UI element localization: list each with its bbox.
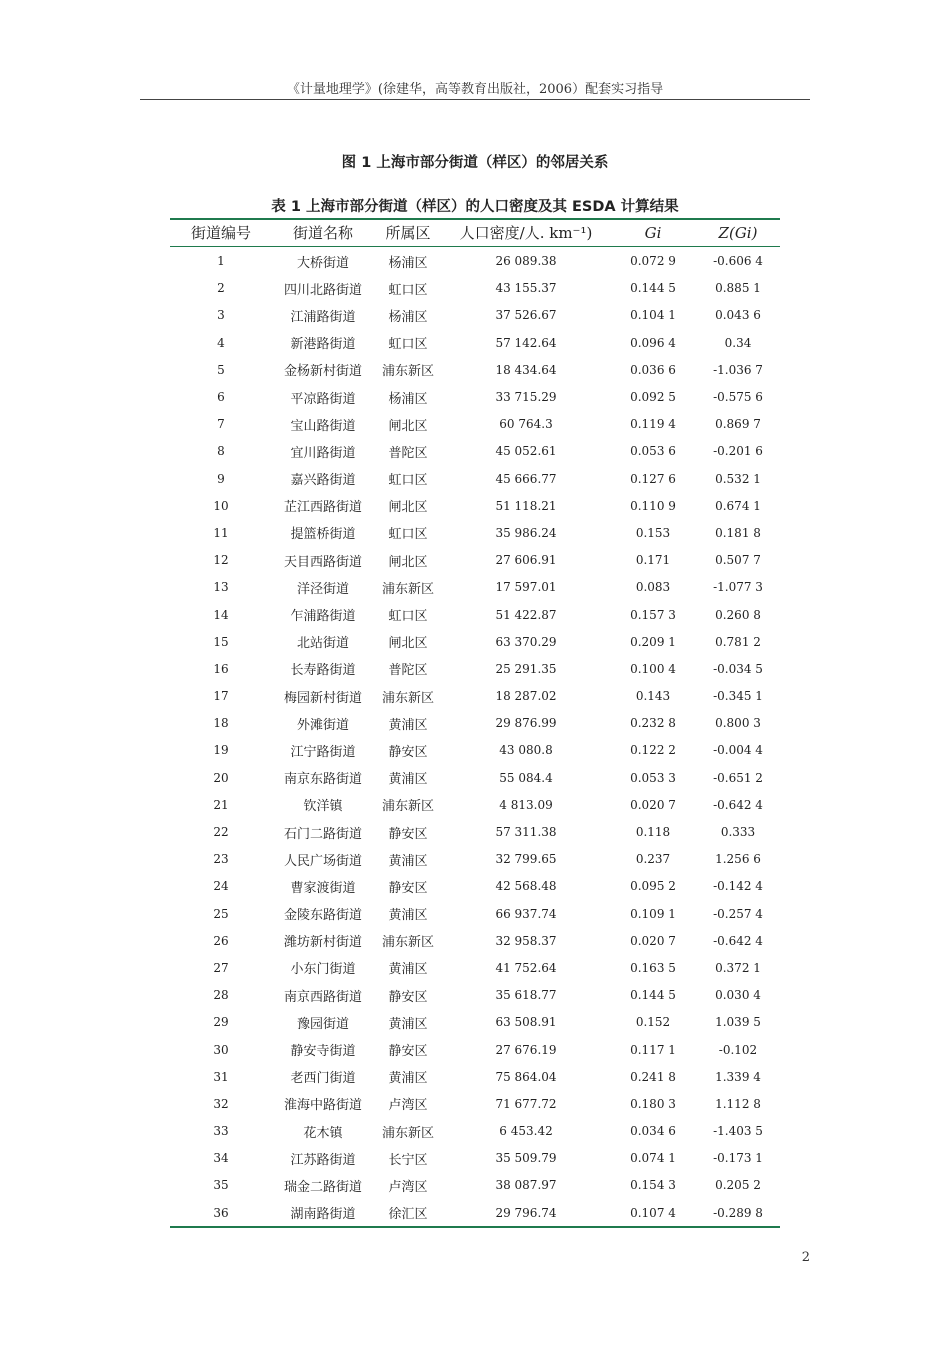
cell-street-id: 36 bbox=[213, 1205, 229, 1220]
cell-street-id: 19 bbox=[213, 743, 229, 758]
table-row bbox=[170, 655, 780, 682]
cell-street-name: 湖南路街道 bbox=[290, 1207, 356, 1223]
cell-gi: 0.143 bbox=[635, 689, 671, 704]
cell-zgi: 0.885 1 bbox=[715, 281, 761, 296]
cell-density: 27 676.19 bbox=[495, 1042, 557, 1057]
cell-density: 45 052.61 bbox=[495, 444, 557, 459]
cell-density: 51 118.21 bbox=[495, 498, 557, 513]
table-row bbox=[170, 1090, 780, 1117]
cell-gi: 0.083 bbox=[635, 580, 671, 595]
cell-street-name: 钦洋镇 bbox=[303, 799, 343, 815]
cell-street-id: 34 bbox=[213, 1151, 229, 1166]
cell-zgi: -0.642 4 bbox=[713, 797, 763, 812]
cell-zgi: -0.004 4 bbox=[713, 743, 763, 758]
table-row bbox=[170, 383, 780, 410]
cell-district: 浦东新区 bbox=[381, 364, 434, 380]
table-header-row bbox=[170, 219, 780, 246]
cell-street-id: 3 bbox=[217, 308, 225, 323]
cell-zgi: 0.800 3 bbox=[715, 716, 761, 731]
cell-street-name: 瑞金二路街道 bbox=[283, 1179, 362, 1195]
cell-gi: 0.072 9 bbox=[630, 254, 676, 269]
cell-district: 闸北区 bbox=[388, 500, 428, 516]
header-density: 人口密度/人. km⁻¹) bbox=[459, 224, 593, 243]
cell-street-id: 7 bbox=[217, 417, 225, 432]
cell-gi: 0.053 6 bbox=[630, 444, 676, 459]
cell-gi: 0.163 5 bbox=[630, 960, 676, 975]
cell-street-id: 18 bbox=[213, 716, 229, 731]
cell-street-id: 25 bbox=[213, 906, 229, 921]
cell-district: 静安区 bbox=[388, 989, 428, 1005]
cell-gi: 0.180 3 bbox=[630, 1096, 676, 1111]
cell-zgi: -0.606 4 bbox=[713, 254, 763, 269]
cell-zgi: 0.34 bbox=[724, 335, 752, 350]
cell-density: 43 080.8 bbox=[499, 743, 553, 758]
cell-district: 闸北区 bbox=[388, 418, 428, 434]
header-street-name: 街道名称 bbox=[292, 224, 353, 243]
running-header: 《计量地理学》(徐建华，高等教育出版社，2006）配套实习指导 bbox=[286, 82, 664, 97]
table-row bbox=[170, 628, 780, 655]
cell-density: 25 291.35 bbox=[495, 661, 557, 676]
table-row bbox=[170, 927, 780, 954]
table-row bbox=[170, 465, 780, 492]
cell-gi: 0.209 1 bbox=[630, 634, 676, 649]
header-street-id: 街道编号 bbox=[190, 224, 251, 243]
cell-density: 35 618.77 bbox=[495, 988, 557, 1003]
cell-density: 27 606.91 bbox=[495, 553, 557, 568]
cell-density: 45 666.77 bbox=[495, 471, 557, 486]
cell-gi: 0.104 1 bbox=[630, 308, 676, 323]
cell-district: 卢湾区 bbox=[388, 1098, 428, 1114]
table-row bbox=[170, 982, 780, 1009]
cell-density: 29 876.99 bbox=[495, 716, 557, 731]
cell-street-name: 宝山路街道 bbox=[290, 418, 356, 434]
cell-street-name: 梅园新村街道 bbox=[283, 690, 362, 706]
cell-density: 33 715.29 bbox=[495, 390, 557, 405]
cell-gi: 0.020 7 bbox=[630, 933, 676, 948]
cell-district: 黄浦区 bbox=[388, 853, 428, 869]
cell-district: 杨浦区 bbox=[388, 391, 428, 407]
cell-district: 虹口区 bbox=[388, 337, 428, 353]
cell-density: 37 526.67 bbox=[495, 308, 557, 323]
cell-street-id: 14 bbox=[213, 607, 229, 622]
table-row bbox=[170, 547, 780, 574]
cell-density: 26 089.38 bbox=[495, 254, 557, 269]
cell-district: 浦东新区 bbox=[381, 581, 434, 597]
cell-zgi: 0.532 1 bbox=[715, 471, 761, 486]
cell-street-name: 外滩街道 bbox=[296, 717, 349, 733]
cell-district: 普陀区 bbox=[388, 445, 428, 461]
cell-district: 虹口区 bbox=[388, 609, 428, 625]
table-row bbox=[170, 574, 780, 601]
table-row bbox=[170, 846, 780, 873]
cell-zgi: 0.507 7 bbox=[715, 553, 761, 568]
cell-zgi: 0.205 2 bbox=[715, 1178, 761, 1193]
cell-street-id: 23 bbox=[213, 852, 229, 867]
cell-gi: 0.232 8 bbox=[630, 716, 676, 731]
cell-street-id: 35 bbox=[213, 1178, 229, 1193]
cell-gi: 0.157 3 bbox=[630, 607, 676, 622]
cell-district: 黄浦区 bbox=[388, 717, 428, 733]
cell-district: 黄浦区 bbox=[388, 908, 428, 924]
cell-zgi: 0.372 1 bbox=[715, 960, 761, 975]
cell-street-name: 长寿路街道 bbox=[290, 663, 356, 679]
cell-street-id: 5 bbox=[217, 362, 225, 377]
cell-density: 35 986.24 bbox=[495, 525, 557, 540]
cell-street-name: 金杨新村街道 bbox=[283, 364, 362, 380]
cell-zgi: 0.030 4 bbox=[715, 988, 761, 1003]
cell-street-name: 宜川路街道 bbox=[290, 445, 356, 461]
cell-gi: 0.241 8 bbox=[630, 1069, 676, 1084]
cell-street-id: 32 bbox=[213, 1096, 229, 1111]
header-divider bbox=[140, 99, 810, 100]
table-row bbox=[170, 329, 780, 356]
cell-density: 4 813.09 bbox=[499, 797, 553, 812]
cell-density: 18 434.64 bbox=[495, 362, 557, 377]
cell-density: 17 597.01 bbox=[495, 580, 557, 595]
cell-street-id: 11 bbox=[213, 525, 229, 540]
cell-zgi: 0.781 2 bbox=[715, 634, 761, 649]
cell-street-id: 1 bbox=[217, 254, 225, 269]
cell-density: 60 764.3 bbox=[499, 417, 553, 432]
cell-district: 黄浦区 bbox=[388, 1016, 428, 1032]
figure-caption: 图 1 上海市部分街道（样区）的邻居关系 bbox=[341, 155, 609, 171]
cell-zgi: 1.039 5 bbox=[715, 1015, 761, 1030]
cell-district: 黄浦区 bbox=[388, 772, 428, 788]
cell-density: 43 155.37 bbox=[495, 281, 557, 296]
cell-street-id: 24 bbox=[213, 879, 229, 894]
table-row bbox=[170, 900, 780, 927]
cell-street-name: 天目西路街道 bbox=[283, 554, 362, 570]
cell-street-name: 乍浦路街道 bbox=[290, 609, 356, 625]
cell-gi: 0.107 4 bbox=[630, 1205, 676, 1220]
cell-gi: 0.109 1 bbox=[630, 906, 676, 921]
cell-gi: 0.117 1 bbox=[630, 1042, 676, 1057]
cell-street-name: 小东门街道 bbox=[290, 962, 356, 978]
cell-density: 75 864.04 bbox=[495, 1069, 557, 1084]
cell-street-name: 江浦路街道 bbox=[290, 309, 356, 325]
cell-street-id: 29 bbox=[213, 1015, 229, 1030]
cell-street-id: 15 bbox=[213, 634, 229, 649]
cell-district: 静安区 bbox=[388, 826, 428, 842]
cell-zgi: 0.333 bbox=[720, 825, 756, 840]
cell-street-name: 平凉路街道 bbox=[290, 391, 356, 407]
cell-zgi: -0.034 5 bbox=[713, 661, 763, 676]
cell-gi: 0.122 2 bbox=[630, 743, 676, 758]
cell-gi: 0.092 5 bbox=[630, 390, 676, 405]
cell-street-id: 17 bbox=[213, 689, 229, 704]
table-row bbox=[170, 246, 780, 275]
cell-zgi: -0.142 4 bbox=[713, 879, 763, 894]
cell-street-name: 嘉兴路街道 bbox=[290, 473, 356, 489]
cell-zgi: -0.201 6 bbox=[713, 444, 763, 459]
cell-gi: 0.034 6 bbox=[630, 1124, 676, 1139]
table-row bbox=[170, 492, 780, 519]
cell-gi: 0.144 5 bbox=[630, 281, 676, 296]
cell-district: 杨浦区 bbox=[388, 309, 428, 325]
cell-density: 18 287.02 bbox=[495, 689, 557, 704]
cell-district: 普陀区 bbox=[388, 663, 428, 679]
cell-district: 虹口区 bbox=[388, 473, 428, 489]
table-row bbox=[170, 954, 780, 981]
cell-gi: 0.154 3 bbox=[630, 1178, 676, 1193]
cell-density: 29 796.74 bbox=[495, 1205, 557, 1220]
cell-density: 6 453.42 bbox=[499, 1124, 553, 1139]
table-row bbox=[170, 737, 780, 764]
cell-gi: 0.152 bbox=[635, 1015, 671, 1030]
cell-street-name: 金陵东路街道 bbox=[283, 908, 362, 924]
cell-street-id: 8 bbox=[217, 444, 225, 459]
cell-district: 闸北区 bbox=[388, 554, 428, 570]
table-row bbox=[170, 411, 780, 438]
cell-zgi: -0.102 bbox=[718, 1042, 758, 1057]
cell-street-id: 2 bbox=[217, 281, 225, 296]
cell-density: 66 937.74 bbox=[495, 906, 557, 921]
table-row bbox=[170, 791, 780, 818]
cell-zgi: -0.651 2 bbox=[713, 770, 763, 785]
cell-gi: 0.095 2 bbox=[630, 879, 676, 894]
cell-street-id: 33 bbox=[213, 1124, 229, 1139]
cell-gi: 0.144 5 bbox=[630, 988, 676, 1003]
table-row bbox=[170, 356, 780, 383]
cell-zgi: -0.257 4 bbox=[713, 906, 763, 921]
table-row bbox=[170, 438, 780, 465]
cell-street-name: 南京西路街道 bbox=[283, 989, 362, 1005]
cell-zgi: 1.339 4 bbox=[715, 1069, 761, 1084]
header-gi: Gi bbox=[644, 223, 662, 242]
cell-street-id: 20 bbox=[213, 770, 229, 785]
table-row bbox=[170, 601, 780, 628]
table-row bbox=[170, 764, 780, 791]
cell-district: 黄浦区 bbox=[388, 962, 428, 978]
cell-gi: 0.153 bbox=[635, 525, 671, 540]
table-row bbox=[170, 1118, 780, 1145]
cell-street-id: 30 bbox=[213, 1042, 229, 1057]
cell-street-name: 新港路街道 bbox=[290, 337, 356, 353]
cell-district: 浦东新区 bbox=[381, 690, 434, 706]
cell-street-name: 江宁路街道 bbox=[290, 744, 356, 760]
cell-density: 32 799.65 bbox=[495, 852, 557, 867]
cell-district: 徐汇区 bbox=[388, 1207, 428, 1223]
table-row bbox=[170, 683, 780, 710]
cell-street-name: 提篮桥街道 bbox=[290, 527, 356, 543]
table-row bbox=[170, 710, 780, 737]
cell-zgi: 0.674 1 bbox=[715, 498, 761, 513]
cell-zgi: -0.642 4 bbox=[713, 933, 763, 948]
cell-density: 41 752.64 bbox=[495, 960, 557, 975]
cell-district: 浦东新区 bbox=[381, 1125, 434, 1141]
table-row bbox=[170, 1199, 780, 1227]
cell-district: 静安区 bbox=[388, 880, 428, 896]
table-caption: 表 1 上海市部分街道（样区）的人口密度及其 ESDA 计算结果 bbox=[271, 199, 679, 215]
cell-street-id: 31 bbox=[213, 1069, 229, 1084]
cell-street-id: 16 bbox=[213, 661, 229, 676]
cell-zgi: 1.112 8 bbox=[715, 1096, 761, 1111]
cell-zgi: -1.403 5 bbox=[713, 1124, 763, 1139]
cell-street-name: 芷江西路街道 bbox=[283, 500, 362, 516]
cell-zgi: -0.173 1 bbox=[713, 1151, 763, 1166]
table-row bbox=[170, 1036, 780, 1063]
cell-street-name: 大桥街道 bbox=[296, 255, 349, 271]
cell-street-id: 22 bbox=[213, 825, 229, 840]
table-row bbox=[170, 1145, 780, 1172]
cell-zgi: -1.036 7 bbox=[713, 362, 763, 377]
cell-density: 35 509.79 bbox=[495, 1151, 557, 1166]
cell-zgi: 0.181 8 bbox=[715, 525, 761, 540]
cell-gi: 0.100 4 bbox=[630, 661, 676, 676]
cell-street-name: 北站街道 bbox=[296, 636, 349, 652]
header-zgi: Z(Gi) bbox=[718, 223, 758, 242]
cell-density: 63 370.29 bbox=[495, 634, 557, 649]
cell-district: 卢湾区 bbox=[388, 1179, 428, 1195]
table-row bbox=[170, 519, 780, 546]
table-row bbox=[170, 1009, 780, 1036]
cell-street-name: 曹家渡街道 bbox=[290, 880, 356, 896]
cell-street-name: 老西门街道 bbox=[290, 1071, 356, 1087]
cell-zgi: -0.345 1 bbox=[713, 689, 763, 704]
cell-street-name: 四川北路街道 bbox=[283, 282, 362, 298]
cell-density: 71 677.72 bbox=[495, 1096, 557, 1111]
table-row bbox=[170, 818, 780, 845]
cell-density: 42 568.48 bbox=[495, 879, 557, 894]
cell-street-id: 9 bbox=[217, 471, 225, 486]
cell-street-name: 淮海中路街道 bbox=[283, 1098, 362, 1114]
cell-district: 浦东新区 bbox=[381, 799, 434, 815]
header-district: 所属区 bbox=[385, 224, 431, 243]
cell-street-id: 12 bbox=[213, 553, 229, 568]
cell-gi: 0.118 bbox=[635, 825, 671, 840]
table-row bbox=[170, 302, 780, 329]
cell-zgi: 0.260 8 bbox=[715, 607, 761, 622]
page-number: 2 bbox=[801, 1250, 810, 1265]
cell-district: 闸北区 bbox=[388, 636, 428, 652]
cell-street-id: 13 bbox=[213, 580, 229, 595]
cell-gi: 0.171 bbox=[635, 553, 671, 568]
cell-street-name: 洋泾街道 bbox=[296, 581, 349, 597]
cell-street-name: 静安寺街道 bbox=[290, 1044, 356, 1060]
cell-street-name: 人民广场街道 bbox=[283, 853, 362, 869]
cell-zgi: -0.575 6 bbox=[713, 390, 763, 405]
cell-district: 虹口区 bbox=[388, 527, 428, 543]
cell-district: 虹口区 bbox=[388, 282, 428, 298]
cell-density: 57 142.64 bbox=[495, 335, 557, 350]
cell-district: 黄浦区 bbox=[388, 1071, 428, 1087]
cell-gi: 0.119 4 bbox=[630, 417, 676, 432]
table-body bbox=[170, 246, 780, 1227]
cell-gi: 0.036 6 bbox=[630, 362, 676, 377]
cell-gi: 0.074 1 bbox=[630, 1151, 676, 1166]
cell-zgi: -0.289 8 bbox=[713, 1205, 763, 1220]
cell-density: 32 958.37 bbox=[495, 933, 557, 948]
cell-gi: 0.053 3 bbox=[630, 770, 676, 785]
cell-district: 浦东新区 bbox=[381, 935, 434, 951]
cell-district: 静安区 bbox=[388, 1044, 428, 1060]
cell-street-id: 27 bbox=[213, 960, 229, 975]
cell-density: 51 422.87 bbox=[495, 607, 557, 622]
cell-street-id: 6 bbox=[217, 390, 225, 405]
cell-zgi: 0.043 6 bbox=[715, 308, 761, 323]
cell-street-name: 江苏路街道 bbox=[290, 1152, 356, 1168]
cell-density: 57 311.38 bbox=[495, 825, 557, 840]
cell-density: 63 508.91 bbox=[495, 1015, 557, 1030]
cell-street-id: 21 bbox=[213, 797, 229, 812]
table-row bbox=[170, 873, 780, 900]
cell-street-name: 石门二路街道 bbox=[283, 826, 362, 842]
cell-street-name: 南京东路街道 bbox=[283, 772, 362, 788]
table-row bbox=[170, 1172, 780, 1199]
cell-gi: 0.096 4 bbox=[630, 335, 676, 350]
cell-street-name: 花木镇 bbox=[303, 1125, 343, 1141]
cell-zgi: 1.256 6 bbox=[715, 852, 761, 867]
cell-gi: 0.237 bbox=[635, 852, 671, 867]
cell-street-id: 10 bbox=[213, 498, 229, 513]
cell-gi: 0.110 9 bbox=[630, 498, 676, 513]
table-row bbox=[170, 1063, 780, 1090]
cell-density: 38 087.97 bbox=[495, 1178, 557, 1193]
cell-street-id: 4 bbox=[217, 335, 225, 350]
cell-district: 杨浦区 bbox=[388, 255, 428, 271]
cell-district: 静安区 bbox=[388, 744, 428, 760]
cell-density: 55 084.4 bbox=[499, 770, 553, 785]
cell-street-name: 豫园街道 bbox=[296, 1016, 349, 1032]
cell-district: 长宁区 bbox=[388, 1152, 428, 1168]
cell-street-id: 28 bbox=[213, 988, 229, 1003]
cell-zgi: 0.869 7 bbox=[715, 417, 761, 432]
table-row bbox=[170, 275, 780, 302]
cell-gi: 0.127 6 bbox=[630, 471, 676, 486]
cell-gi: 0.020 7 bbox=[630, 797, 676, 812]
cell-street-name: 潍坊新村街道 bbox=[283, 935, 362, 951]
cell-zgi: -1.077 3 bbox=[713, 580, 763, 595]
cell-street-id: 26 bbox=[213, 933, 229, 948]
population-density-table bbox=[170, 218, 780, 1228]
